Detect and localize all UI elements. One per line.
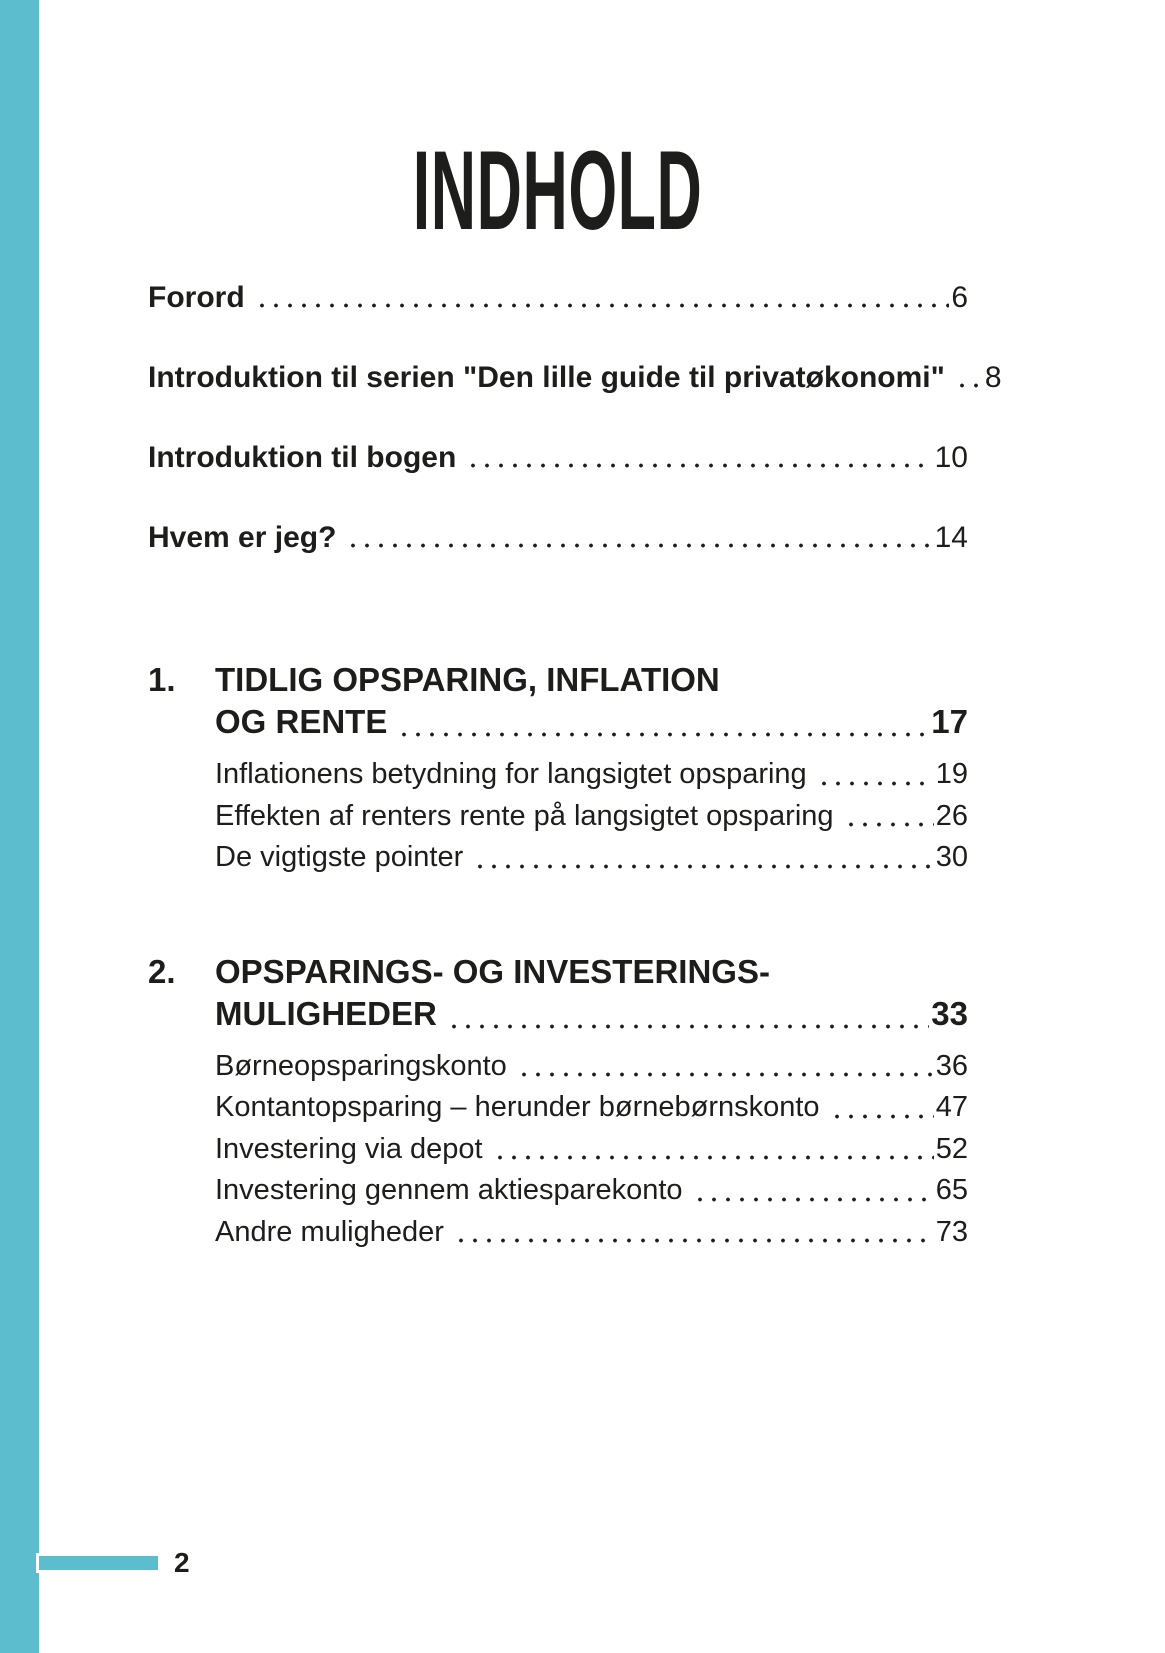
dot-leader (346, 543, 932, 548)
toc-entry-intro-serien (148, 361, 1002, 394)
toc-subentry (215, 1129, 968, 1171)
toc-section-1 (148, 659, 968, 879)
toc-content (148, 0, 1002, 1253)
toc-subentry-label: De vigtigste pointer (215, 841, 464, 873)
toc-subentry (215, 754, 968, 796)
toc-subentry-label: Børneopsparingskonto (215, 1049, 507, 1082)
page-title-text: INDHOLD (413, 128, 703, 253)
toc-subentry-page: 47 (935, 1091, 968, 1123)
section-title-line1: TIDLIG OPSPARING, INFLATION (215, 661, 720, 698)
dot-leader (466, 463, 932, 468)
section-title-line2 (215, 701, 968, 743)
toc-subentry-page: 30 (935, 841, 968, 873)
dot-leader (517, 1072, 934, 1077)
section-title (215, 659, 968, 743)
footer-accent-bar (36, 1553, 161, 1573)
toc-entry-page: 8 (984, 361, 1002, 394)
toc-subentry-page: 36 (935, 1049, 968, 1082)
section-page: 33 (931, 994, 968, 1032)
toc-subentry-label: Andre muligheder (215, 1215, 444, 1248)
toc-subentry-page: 73 (935, 1215, 968, 1248)
toc-entry-page: 10 (934, 441, 968, 474)
toc-entry-intro-bogen (148, 443, 968, 473)
toc-subentry-label: Investering gennem aktiesparekonto (215, 1174, 683, 1206)
section-title-line2 (215, 993, 968, 1035)
toc-entry-label: Forord (148, 281, 245, 314)
dot-leader (255, 303, 950, 308)
section-number: 1. (148, 661, 176, 698)
folio-page-number: 2 (174, 1547, 190, 1578)
dot-leader (693, 1197, 934, 1202)
toc-subentry-page: 52 (935, 1132, 968, 1165)
dot-leader (955, 383, 983, 388)
toc-subentry (215, 1087, 968, 1129)
toc-subentry (215, 1046, 968, 1088)
dot-leader (447, 1024, 929, 1029)
section-heading (148, 951, 968, 1035)
toc-subentry-page: 26 (935, 799, 968, 832)
toc-entry-hvem-er-jeg (148, 523, 968, 553)
toc-entry-page: 14 (934, 521, 968, 554)
dot-leader (397, 732, 929, 737)
toc-subentry (215, 796, 968, 838)
left-accent-bar (0, 0, 39, 1653)
toc-entry-page: 6 (951, 281, 968, 314)
toc-subentry (215, 1212, 968, 1254)
toc-subentry-page: 19 (935, 758, 968, 790)
section-number: 2. (148, 952, 176, 990)
toc-entry-label: Hvem er jeg? (148, 521, 337, 554)
dot-leader (844, 822, 934, 827)
dot-leader (830, 1114, 934, 1119)
toc-section-2 (148, 951, 968, 1254)
section-title (215, 951, 968, 1035)
toc-entry-label: Introduktion til serien "Den lille guide til privatøkonomi" (148, 361, 945, 394)
toc-subentry (215, 1170, 968, 1212)
toc-subentry (215, 837, 968, 879)
section-items (215, 1046, 968, 1254)
section-title-line2-text: OG RENTE (215, 703, 388, 740)
section-title-line1: OPSPARINGS- OG INVESTERINGS- (215, 952, 770, 990)
section-items (215, 754, 968, 879)
toc-subentry-label: Effekten af renters rente på langsigtet opsparing (215, 799, 834, 832)
dot-leader (817, 781, 934, 786)
toc-subentry-label: Investering via depot (215, 1132, 483, 1165)
dot-leader (454, 1238, 934, 1243)
section-title-line2-text: MULIGHEDER (215, 994, 437, 1032)
front-matter-entries (148, 281, 1002, 554)
dot-leader (493, 1155, 934, 1160)
toc-subentry-page: 65 (935, 1174, 968, 1206)
toc-subentry-label: Kontantopsparing – herunder børnebørnskonto (215, 1091, 820, 1123)
section-heading (148, 659, 968, 743)
dot-leader (473, 864, 933, 869)
page-title (148, 128, 968, 253)
section-page: 17 (931, 703, 968, 740)
toc-entry-forord (148, 283, 968, 313)
toc-subentry-label: Inflationens betydning for langsigtet opsparing (215, 758, 807, 790)
toc-entry-label: Introduktion til bogen (148, 441, 457, 474)
